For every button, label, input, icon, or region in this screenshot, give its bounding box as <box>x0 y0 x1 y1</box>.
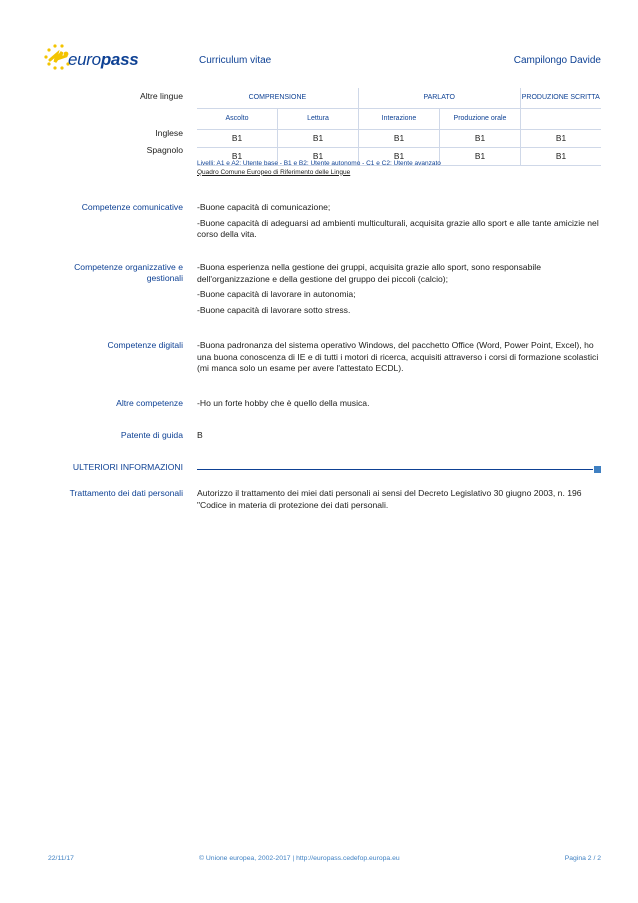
level-cell: B1 <box>359 130 440 147</box>
paragraph: -Buona padronanza del sistema operativo Windows, del pacchetto Office (Word, Power Point, Excel), ho una buona conoscenza di IE e di tutti i motori di ricerca, acquisiti attraverso i corsi di formazione scolastici (mi manca solo un esame per avere l'attestato ECDL). <box>197 340 599 373</box>
section-body-comunicative <box>197 202 601 245</box>
section-heading-ulteriori: ULTERIORI INFORMAZIONI <box>72 462 183 472</box>
section-divider <box>197 469 593 470</box>
europass-logo <box>40 40 150 74</box>
level-cell: B1 <box>440 148 521 165</box>
languages-table <box>197 88 601 166</box>
section-label-comunicative: Competenze comunicative <box>81 202 183 212</box>
levels-legend: Livelli: A1 e A2: Utente base - B1 e B2: Utente autonomo - C1 e C2: Utente avanzato <box>197 160 441 167</box>
level-cell: B1 <box>278 130 359 147</box>
label-line: Competenze organizzative e <box>74 262 183 272</box>
footer-date: 22/11/17 <box>48 855 74 862</box>
sub-col-empty <box>521 109 601 129</box>
paragraph: -Buone capacità di adeguarsi ad ambienti multiculturali, acquisita grazie allo sport e alle tante amicizie nel corso della vita. <box>197 217 599 239</box>
section-marker-square <box>594 466 601 473</box>
paragraph: -Buona esperienza nella gestione dei gruppi, acquisita grazie allo sport, sono responsabile dell'organizzazione e della gestione del gruppo dei piccoli (calcio); <box>197 262 541 284</box>
sub-col-ascolto: Ascolto <box>197 109 278 129</box>
levels-note <box>197 160 441 177</box>
label-line: gestionali <box>146 273 183 283</box>
languages-label: Altre lingue <box>140 91 183 101</box>
document-title: Curriculum vitae <box>199 55 272 66</box>
language-name-inglese: Inglese <box>155 128 183 138</box>
language-name-spagnolo: Spagnolo <box>146 145 183 155</box>
section-label-patente: Patente di guida <box>120 430 183 440</box>
col-group-comprensione: COMPRENSIONE <box>197 88 359 108</box>
level-cell: B1 <box>359 148 440 165</box>
section-body-trattamento <box>197 488 601 515</box>
table-row <box>197 130 601 148</box>
paragraph: -Buone capacità di lavorare in autonomia; <box>197 289 356 299</box>
languages-subheader-row <box>197 109 601 130</box>
paragraph: -Buone capacità di comunicazione; <box>197 202 331 212</box>
section-label-trattamento: Trattamento dei dati personali <box>69 488 183 498</box>
paragraph: -Ho un forte hobby che è quello della musica. <box>197 398 370 408</box>
paragraph: B <box>197 430 203 440</box>
level-cell: B1 <box>197 148 278 165</box>
sub-col-lettura: Lettura <box>278 109 359 129</box>
section-label-altre: Altre competenze <box>116 398 183 408</box>
cefr-reference-link[interactable]: Quadro Comune Europeo di Riferimento delle Lingue <box>197 168 351 176</box>
section-body-organizzative <box>197 262 601 320</box>
level-cell: B1 <box>555 151 567 161</box>
level-cell: B1 <box>278 148 359 165</box>
section-label-organizzative <box>74 262 183 284</box>
col-group-produzione-scritta: PRODUZIONE SCRITTA <box>521 94 600 101</box>
col-group-parlato: PARLATO <box>359 88 521 108</box>
level-cell: B1 <box>555 133 567 143</box>
footer-copyright-link[interactable]: © Unione europea, 2002-2017 | http://europass.cedefop.europa.eu <box>199 855 400 862</box>
europass-wordmark: europass <box>68 50 139 69</box>
section-body-patente <box>197 430 601 446</box>
level-cell: B1 <box>440 130 521 147</box>
level-cell: B1 <box>197 130 278 147</box>
paragraph: -Buone capacità di lavorare sotto stress. <box>197 304 351 315</box>
sub-col-interazione: Interazione <box>359 109 440 129</box>
sub-col-produzione-orale: Produzione orale <box>440 109 521 129</box>
section-body-digitali <box>197 340 601 379</box>
candidate-name: Campilongo Davide <box>513 55 601 66</box>
section-body-altre <box>197 398 601 414</box>
languages-header-row <box>197 88 601 109</box>
footer-page-number: Pagina 2 / 2 <box>564 855 601 862</box>
section-label-digitali: Competenze digitali <box>107 340 183 350</box>
paragraph: Autorizzo il trattamento dei miei dati personali ai sensi del Decreto Legislativo 30 giugno 2003, n. 196 "Codice in materia di protezione dei dati personali. <box>197 488 582 510</box>
